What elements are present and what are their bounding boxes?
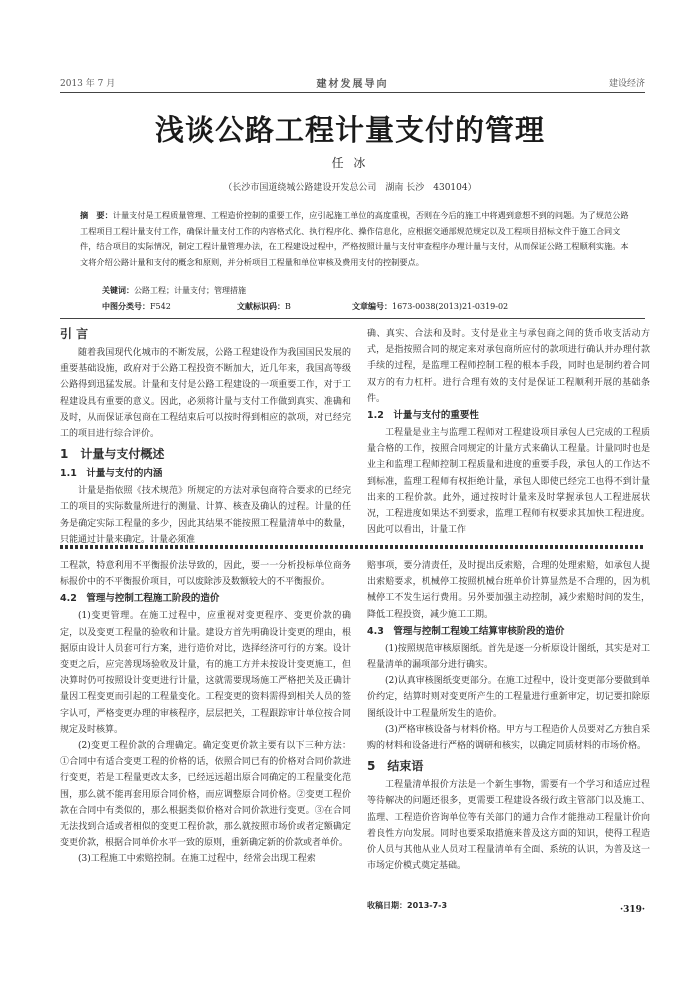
article-no-label: 文章编号： (352, 302, 392, 311)
paragraph: 工程量清单报价方法是一个新生事物，需要有一个学习和适应过程等待解决的问题还很多，更需要工程建设各级行政主管部门以及施工、监理、工程造价咨询单位等有关部门的通力合作才能推动工程量计价向着良性方向发展。同时也要采取措施来普及这方面的知识，使得工程造价人员与其他从业人员对工程量清单有全面、系统的认识，为普及这一市场定价模式奠定基础。 (367, 780, 650, 872)
author: 任 冰 (331, 156, 369, 170)
header-section: 建设经济 (608, 79, 645, 89)
lower-right-column (367, 558, 650, 915)
cls-code: F542 (150, 302, 171, 311)
paragraph: (2)变更工程价款的合理确定。确定变更价款主要有以下三种方法：①合同中有适合变更工程的价格的话，依照合同已有的价格对合同价款进行变更，若是工程量更改太多，已经远远超出原合同确定的工程量变化范围，那么就不能再套用原合同价格，而应调整原合同价格。②变更工程价款在合同中有类似的，那么根据类似价格对合同价款进行变更。③在合同无法找到合适或者相似的变更工程价款，那么就按照市场价或者定额确定变更价款，根据合同单价水平一致的原则，重新确定新的价款或者单价。 (60, 741, 351, 849)
page-number: ·319· (619, 905, 645, 915)
keywords-line (102, 285, 246, 296)
upper-left-column (60, 322, 351, 548)
paragraph: (3)工程施工中索赔控制。在施工过程中，经常会出现工程索 (78, 854, 316, 865)
article-no: 1673-0038(2013)21-0319-02 (392, 302, 509, 311)
heading-1: 1 计量与支付概述 (60, 447, 165, 462)
heading-intro: 引 言 (60, 327, 89, 341)
paragraph: 随着我国现代化城市的不断发展，公路工程建设作为我国国民发展的重要基础设施，政府对于公路工程投资不断加大，近几年来，我国高等级公路得到迅猛发展。计量和支付是公路工程建设的一项重要工作，对于工程建设具有重要的意义。因此，必须将计量与支付工作做到真实、准确和及时，从而保证承包商在工程结束后可以按时得到相应的款项，对已经完工的项目进行综合评价。 (60, 348, 351, 440)
paragraph: 工程量是业主与监理工程师对工程建设项目承包人已完成的工程质量合格的工作，按照合同规定的计量方式来确认工程量。计量同时也是业主和监理工程师控制工程质量和进度的重要手段，承包人的工作达不到标准，监理工程师有权拒绝计量，承包人即使已经完工也得不到计量出来的工程价款。此外，通过按时计量来及时掌握承包人工程进展状况，工程进度如果达不到要求，监理工程师有权要求其加快工程进度。因此可以看出，计量工作 (367, 428, 650, 536)
cls-label: 中图分类号： (102, 302, 150, 311)
doc-code: B (285, 302, 291, 311)
classification-line (102, 301, 582, 312)
heading-1-2: 1.2 计量与支付的重要性 (367, 410, 479, 422)
heading-4-2: 4.2 管理与控制工程施工阶段的造价 (60, 593, 220, 605)
paragraph: (1)变更管理。在施工过程中，应重视对变更程序、变更价款的确定，以及变更工程量的验收和计量。建设方首先明确设计变更的理由，根据原由设计人员套可行方案，进行造价对比，选择经济可行的方案。设计变更之后，应完善现场验收及计量，有的施工方并未按设计变更施工，但决算时仍可按照设计变更进行计量，这就需要现场施工严格把关及正确计量因工程变更而引起的工程量变化。工程变更的资料需得到相关人员的签字认可，严格变更办理的审核程序，层层把关，工程跟踪审计单位按合同规定及时核算。 (60, 611, 351, 735)
abstract-text: 计量支付是工程质量管理、工程造价控制的重要工作，应引起施工单位的高度重视，否则在今后的施工中将遇到意想不到的问题。为了规范公路工程项目工程计量支付工作，确保计量支付工作的内容格式化、执行程序化、操作信息化，应根据交通部规范规定以及工程项目招标文件于施工合同文件，结合项目的实际情况，制定工程计量管理办法，在工程建设过程中，严格按照计量与支付审查程序办理计量与支付，从而保证公路工程顺利实施。本文将介绍公路计量和支付的概念和原则，并分析项目工程量和单位审核及费用支付的控制要点。 (80, 210, 629, 267)
heading-5: 5 结束语 (367, 759, 424, 774)
affiliation: （长沙市国道绕城公路建设开发总公司 湖南 长沙 430104） (223, 183, 477, 193)
lower-left-column (60, 558, 351, 868)
received-date: 收稿日期：2013-7-3 (367, 901, 448, 911)
paragraph: 工程款，特意利用不平衡报价法导致的，因此，要一一分析投标单位商务标报价中的不平衡报价项目，可以废除涉及数额较大的不平衡报价。 (60, 561, 351, 588)
abstract-rule (60, 318, 645, 319)
paragraph: 赔事项，要分清责任，及时提出反索赔，合理的处理索赔，如承包人提出索赔要求，机械停工按照机械台班单价计算显然是不合理的，因为机械停工不发生运行费用。另外要加强主动控制，减少索赔时间的发生，降低工程投资，减少施工工期。 (367, 561, 650, 620)
section-divider (60, 545, 645, 549)
keywords-label: 关键词： (102, 286, 134, 295)
header-rule (60, 92, 645, 93)
journal-name: 建材发展导向 (316, 79, 389, 90)
doc-label: 文献标识码： (237, 302, 285, 311)
heading-1-1: 1.1 计量与支付的内涵 (60, 468, 163, 480)
paragraph: 确、真实、合法和及时。支付是业主与承包商之间的货币收支活动方式，是指按照合同的规定来对承包商所应付的款项进行确认并办理付款手续的过程，是监理工程师控制工程的根本手段，同时也是制约着合同双方的有力杠杆。进行合理有效的支付是保证工程顺利开展的基础条件。 (367, 329, 650, 404)
article-title: 浅谈公路工程计量支付的管理 (154, 113, 545, 147)
paragraph: (3)严格审核设备与材料价格。甲方与工程造价人员要对乙方独自采购的材料和设备进行严格的调研和核实，以确定同质材料的市场价格。 (367, 724, 650, 752)
abstract-label: 摘 要： (80, 210, 113, 220)
header-date: 2013 年 7 月 (60, 79, 116, 89)
keywords: 公路工程；计量支付；管理措施 (134, 286, 246, 295)
upper-right-column (367, 326, 650, 538)
paragraph: (1)按照规范审核原图纸。首先是逐一分析原设计图纸，其实是对工程量清单的漏项部分进行确实。 (367, 643, 650, 671)
heading-4-3: 4.3 管理与控制工程竣工结算审核阶段的造价 (367, 625, 565, 637)
abstract (80, 208, 630, 270)
paragraph: 计量是指依照《技术规范》所规定的方法对承包商符合要求的已经完工的项目的实际数量所进行的测量、计算、核查及确认的过程。计量的任务是确定实际工程量的多少，因此其结果不能按照工程量清单中的数量，只能通过计量来确定。计量必须准 (60, 486, 351, 545)
running-header (60, 76, 645, 90)
paragraph: (2)认真审核图纸变更部分。在施工过程中，设计变更部分要做到单价约定，结算时则对变更所产生的工程量进行重新审定，切记要扣除原图纸设计中工程量所发生的造价。 (367, 676, 650, 719)
